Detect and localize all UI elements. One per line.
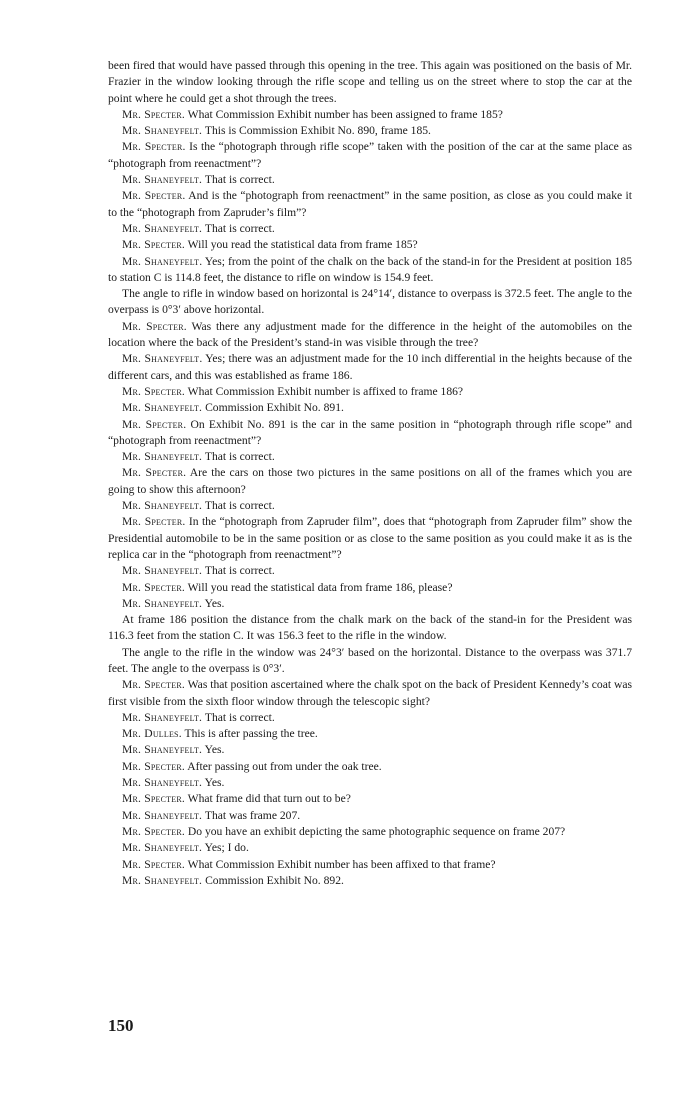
- transcript-paragraph: [108, 775, 632, 791]
- speaker-name: Mr. Specter.: [122, 792, 185, 806]
- paragraph-text: That is correct.: [202, 499, 275, 513]
- transcript-paragraph: [108, 563, 632, 579]
- paragraph-text: Yes; I do.: [202, 841, 249, 855]
- paragraph-text: That is correct.: [202, 564, 275, 578]
- paragraph-text: Yes.: [202, 596, 225, 610]
- speaker-name: Mr. Specter.: [122, 189, 186, 203]
- transcript-paragraph: [108, 188, 632, 221]
- transcript-paragraph: [108, 759, 632, 775]
- transcript-body: [108, 58, 632, 889]
- speaker-name: Mr. Shaneyfelt.: [122, 499, 203, 513]
- speaker-name: Mr. Specter.: [122, 319, 187, 333]
- transcript-paragraph: [108, 319, 632, 352]
- speaker-name: Mr. Shaneyfelt.: [122, 743, 203, 757]
- transcript-paragraph: [108, 384, 632, 400]
- transcript-paragraph: [108, 107, 632, 123]
- paragraph-text: That is correct.: [202, 710, 275, 724]
- transcript-paragraph: [108, 726, 632, 742]
- speaker-name: Mr. Shaneyfelt.: [122, 710, 203, 724]
- transcript-paragraph: [108, 596, 632, 612]
- transcript-paragraph: [108, 873, 632, 889]
- transcript-paragraph: [108, 286, 632, 319]
- speaker-name: Mr. Specter.: [122, 466, 187, 480]
- speaker-name: Mr. Specter.: [122, 417, 187, 431]
- paragraph-text: At frame 186 position the distance from the chalk mark on the back of the stand-in for the President was 116.3 feet from the station C. It was 156.3 feet to the rifle in the window.: [108, 613, 632, 643]
- paragraph-text: The angle to rifle in window based on horizontal is 24°14′, distance to overpass is 372.5 feet. The angle to the overpass is 0°3′ above horizontal.: [108, 287, 632, 317]
- paragraph-text: What Commission Exhibit number is affixed to frame 186?: [184, 384, 464, 398]
- speaker-name: Mr. Shaneyfelt.: [122, 352, 203, 366]
- paragraph-text: Yes.: [202, 776, 225, 790]
- speaker-name: Mr. Shaneyfelt.: [122, 401, 203, 415]
- speaker-name: Mr. Specter.: [122, 580, 185, 594]
- page-number: 150: [108, 1016, 134, 1035]
- paragraph-text: On Exhibit No. 891 is the car in the same position in “photograph through rifle scope” and “photograph from reenactment”?: [108, 417, 632, 447]
- speaker-name: Mr. Specter.: [122, 140, 186, 154]
- speaker-name: Mr. Specter.: [122, 107, 185, 121]
- speaker-name: Mr. Specter.: [122, 824, 185, 838]
- paragraph-text: In the “photograph from Zapruder film”, does that “photograph from Zapruder film” show the Presidential automobile to be in the same position or as close to the same position as you could make it as is the replica car in the “photograph from reenactment”?: [108, 515, 632, 561]
- paragraph-text: This is Commission Exhibit No. 890, frame 185.: [202, 124, 431, 138]
- paragraph-text: Was that position ascertained where the chalk spot on the back of President Kennedy’s coat was first visible from the sixth floor window through the telescopic sight?: [108, 678, 632, 708]
- speaker-name: Mr. Shaneyfelt.: [122, 254, 203, 268]
- transcript-paragraph: [108, 742, 632, 758]
- transcript-paragraph: [108, 808, 632, 824]
- paragraph-text: Yes; there was an adjustment made for the 10 inch differential in the heights because of the different cars, and this was established as frame 186.: [108, 352, 632, 382]
- transcript-paragraph: [108, 824, 632, 840]
- transcript-paragraph: [108, 465, 632, 498]
- paragraph-text: The angle to the rifle in the window was 24°3′ based on the horizontal. Distance to the overpass was 371.7 feet. The angle to the overpass is 0°3′.: [108, 645, 632, 675]
- speaker-name: Mr. Specter.: [122, 857, 185, 871]
- paragraph-text: been fired that would have passed through this opening in the tree. This again was positioned on the basis of Mr. Frazier in the window looking through the rifle scope and telling us on the street where to stop the car at the point where he could get a shot through the trees.: [108, 59, 632, 105]
- paragraph-text: After passing out from under the oak tree.: [184, 759, 382, 773]
- paragraph-text: Will you read the statistical data from frame 185?: [184, 238, 418, 252]
- paragraph-text: Was there any adjustment made for the difference in the height of the automobiles on the location where the back of the President’s stand-in was visible through the tree?: [108, 319, 632, 350]
- transcript-paragraph: [108, 645, 632, 678]
- speaker-name: Mr. Shaneyfelt.: [122, 596, 203, 610]
- paragraph-text: That is correct.: [202, 173, 275, 187]
- speaker-name: Mr. Specter.: [122, 759, 185, 773]
- speaker-name: Mr. Shaneyfelt.: [122, 873, 203, 887]
- transcript-paragraph: [108, 139, 632, 172]
- transcript-paragraph: [108, 58, 632, 107]
- speaker-name: Mr. Shaneyfelt.: [122, 841, 203, 855]
- speaker-name: Mr. Specter.: [122, 384, 185, 398]
- transcript-paragraph: [108, 254, 632, 287]
- speaker-name: Mr. Shaneyfelt.: [122, 808, 203, 822]
- paragraph-text: What Commission Exhibit number has been assigned to frame 185?: [184, 107, 503, 121]
- speaker-name: Mr. Specter.: [122, 238, 185, 252]
- paragraph-text: Are the cars on those two pictures in the same positions on all of the frames which you are going to show this afternoon?: [108, 466, 632, 496]
- paragraph-text: Commission Exhibit No. 892.: [202, 873, 344, 887]
- transcript-paragraph: [108, 580, 632, 596]
- paragraph-text: Will you read the statistical data from frame 186, please?: [184, 580, 453, 594]
- transcript-paragraph: [108, 857, 632, 873]
- paragraph-text: And is the “photograph from reenactment” in the same position, as close as you could make it to the “photograph from Zapruder’s film”?: [108, 189, 632, 219]
- speaker-name: Mr. Shaneyfelt.: [122, 450, 203, 464]
- paragraph-text: That was frame 207.: [202, 808, 301, 822]
- transcript-paragraph: [108, 221, 632, 237]
- paragraph-text: That is correct.: [202, 450, 275, 464]
- speaker-name: Mr. Specter.: [122, 678, 185, 692]
- transcript-paragraph: [108, 237, 632, 253]
- paragraph-text: Yes; from the point of the chalk on the back of the stand-in for the President at position 185 to station C is 114.8 feet, the distance to rifle on window is 154.9 feet.: [108, 254, 632, 284]
- paragraph-text: What frame did that turn out to be?: [184, 792, 351, 806]
- transcript-paragraph: [108, 791, 632, 807]
- speaker-name: Mr. Dulles.: [122, 727, 182, 741]
- speaker-name: Mr. Shaneyfelt.: [122, 221, 203, 235]
- transcript-paragraph: [108, 840, 632, 856]
- speaker-name: Mr. Shaneyfelt.: [122, 124, 203, 138]
- transcript-paragraph: [108, 498, 632, 514]
- paragraph-text: What Commission Exhibit number has been affixed to that frame?: [184, 857, 496, 871]
- transcript-paragraph: [108, 710, 632, 726]
- paragraph-text: Yes.: [202, 743, 225, 757]
- transcript-paragraph: [108, 612, 632, 645]
- speaker-name: Mr. Shaneyfelt.: [122, 776, 203, 790]
- transcript-paragraph: [108, 514, 632, 563]
- transcript-paragraph: [108, 417, 632, 450]
- transcript-paragraph: [108, 677, 632, 710]
- transcript-paragraph: [108, 123, 632, 139]
- paragraph-text: Commission Exhibit No. 891.: [202, 401, 344, 415]
- speaker-name: Mr. Shaneyfelt.: [122, 173, 203, 187]
- paragraph-text: Is the “photograph through rifle scope” taken with the position of the car at the same place as “photograph from reenactment”?: [108, 140, 632, 170]
- transcript-paragraph: [108, 400, 632, 416]
- speaker-name: Mr. Specter.: [122, 515, 186, 529]
- transcript-paragraph: [108, 351, 632, 384]
- transcript-paragraph: [108, 172, 632, 188]
- speaker-name: Mr. Shaneyfelt.: [122, 564, 203, 578]
- paragraph-text: Do you have an exhibit depicting the same photographic sequence on frame 207?: [184, 824, 566, 838]
- paragraph-text: That is correct.: [202, 221, 275, 235]
- transcript-paragraph: [108, 449, 632, 465]
- paragraph-text: This is after passing the tree.: [181, 727, 318, 741]
